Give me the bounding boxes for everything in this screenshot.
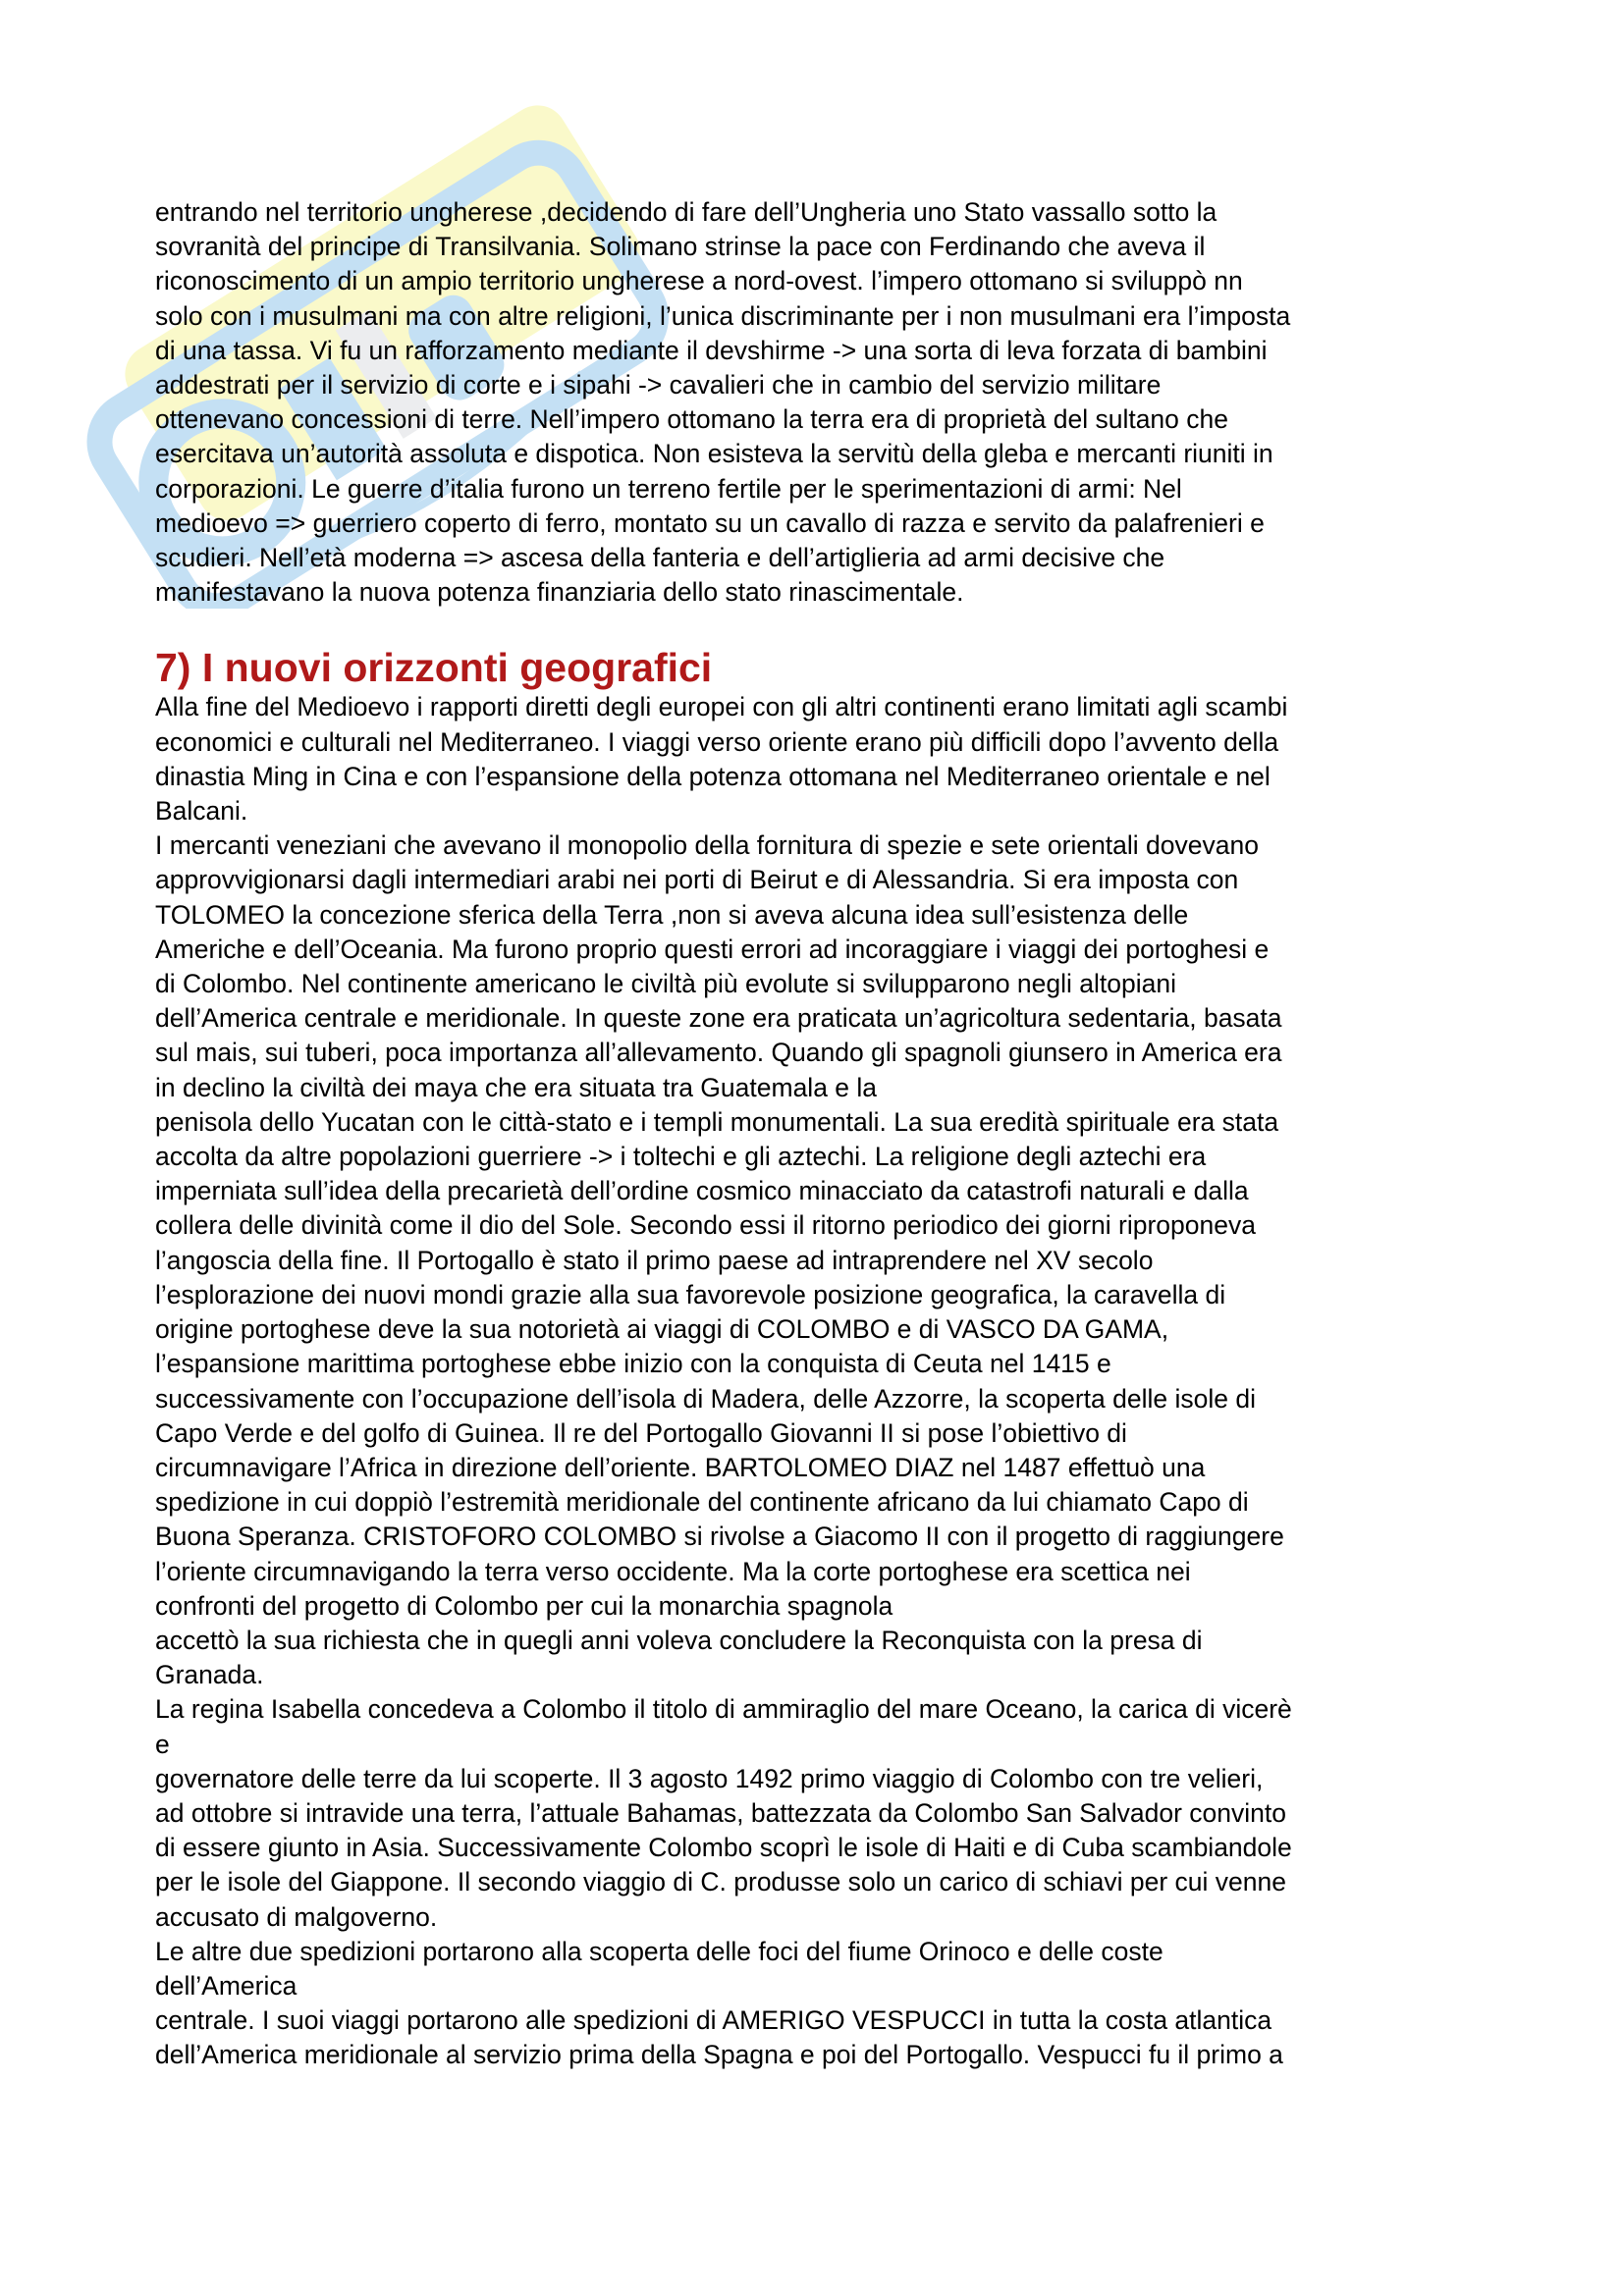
text-line: l’espansione marittima portoghese ebbe inizio con la conquista di Ceuta nel 1415 e [155, 1349, 1111, 1379]
text-line: entrando nel territorio ungherese ,decidendo di fare dell’Ungheria uno Stato vassallo sotto la [155, 197, 1217, 227]
text-line: successivamente con l’occupazione dell’isola di Madera, delle Azzorre, la scoperta delle isole di [155, 1383, 1256, 1414]
text-line: approvvigionarsi dagli intermediari arabi nei porti di Beirut e di Alessandria. Si era imposta con [155, 865, 1239, 895]
text-line: accolta da altre popolazioni guerriere -> i toltechi e gli aztechi. La religione degli aztechi era [155, 1142, 1207, 1172]
text-line: sovranità del principe di Transilvania. Solimano strinse la pace con Ferdinando che aveva il [155, 232, 1206, 262]
text-line: Buona Speranza. CRISTOFORO COLOMBO si rivolse a Giacomo II con il progetto di raggiungere [155, 1522, 1284, 1552]
text-line: in declino la civiltà dei maya che era situata tra Guatemala e la [155, 1072, 878, 1102]
text-line: addestrati per il servizio di corte e i sipahi -> cavalieri che in cambio del servizio militare [155, 370, 1162, 400]
text-line: TOLOMEO la concezione sferica della Terra ,non si aveva alcuna idea sull’esistenza delle [155, 899, 1189, 930]
text-line: accettò la sua richiesta che in quegli anni voleva concludere la Reconquista con la presa di [155, 1625, 1203, 1655]
intro-paragraph [155, 195, 1490, 610]
text-line: l’angoscia della fine. Il Portogallo è stato il primo paese ad intraprendere nel XV secolo [155, 1245, 1154, 1275]
text-line: Balcani. [155, 796, 248, 827]
text-line: esercitava un’autorità assoluta e dispotica. Non esisteva la servitù della gleba e mercanti riuniti in [155, 439, 1273, 469]
text-line: manifestavano la nuova potenza finanziaria dello stato rinascimentale. [155, 577, 964, 608]
document-body [155, 195, 1490, 2073]
text-line: di Colombo. Nel continente americano le civiltà più evolute si svilupparono negli altopiani [155, 969, 1176, 999]
text-line: imperniata sull’idea della precarietà dell’ordine cosmico minacciato da catastrofi naturali e dalla [155, 1176, 1249, 1206]
text-line: Americhe e dell’Oceania. Ma furono proprio questi errori ad incoraggiare i viaggi dei portoghesi e [155, 934, 1270, 964]
text-line: penisola dello Yucatan con le città-stato e i templi monumentali. La sua eredità spirituale era stata [155, 1106, 1279, 1137]
text-line: l’oriente circumnavigando la terra verso occidente. Ma la corte portoghese era scettica nei [155, 1556, 1191, 1586]
text-line: solo con i musulmani ma con altre religioni, l’unica discriminante per i non musulmani era l’imposta [155, 300, 1291, 331]
text-line: circumnavigare l’Africa in direzione dell’oriente. BARTOLOMEO DIAZ nel 1487 effettuò una [155, 1452, 1206, 1482]
text-line: dell’America meridionale al servizio prima della Spagna e poi del Portogallo. Vespucci fu il primo a [155, 2040, 1283, 2070]
text-line: l’esplorazione dei nuovi mondi grazie alla sua favorevole posizione geografica, la caravella di [155, 1279, 1226, 1309]
text-line: Alla fine del Medioevo i rapporti diretti degli europei con gli altri continenti erano limitati agli scambi [155, 692, 1288, 722]
text-line: confronti del progetto di Colombo per cui la monarchia spagnola [155, 1590, 893, 1621]
text-line: accusato di malgoverno. [155, 1901, 438, 1932]
text-line: corporazioni. Le guerre d’italia furono un terreno fertile per le sperimentazioni di armi: Nel [155, 473, 1182, 504]
text-line: di essere giunto in Asia. Successivamente Colombo scoprì le isole di Haiti e di Cuba scambiandole [155, 1833, 1292, 1863]
text-line: riconoscimento di un ampio territorio ungherese a nord-ovest. l’impero ottomano si sviluppò nn [155, 266, 1243, 296]
text-line: scudieri. Nell’età moderna => ascesa della fanteria e dell’artiglieria ad armi decisive che [155, 543, 1165, 573]
text-line: governatore delle terre da lui scoperte. Il 3 agosto 1492 primo viaggio di Colombo con tre velieri, [155, 1763, 1264, 1793]
section-paragraph [155, 690, 1490, 2072]
text-line: dell’America [155, 1970, 298, 2001]
text-line: collera delle divinità come il dio del Sole. Secondo essi il ritorno periodico dei giorni riproponeva [155, 1210, 1256, 1241]
text-line: e [155, 1729, 170, 1759]
text-line: sul mais, sui tuberi, poca importanza all’allevamento. Quando gli spagnoli giunsero in America era [155, 1038, 1282, 1068]
text-line: La regina Isabella concedeva a Colombo il titolo di ammiraglio del mare Oceano, la carica di vicerè [155, 1694, 1292, 1725]
text-line: origine portoghese deve la sua notorietà ai viaggi di COLOMBO e di VASCO DA GAMA, [155, 1314, 1169, 1345]
text-line: di una tassa. Vi fu un rafforzamento mediante il devshirme -> una sorta di leva forzata di bambini [155, 335, 1268, 365]
section-heading: 7) I nuovi orizzonti geografici [155, 645, 713, 691]
text-line: I mercanti veneziani che avevano il monopolio della fornitura di spezie e sete orientali dovevano [155, 830, 1259, 861]
text-line: Le altre due spedizioni portarono alla scoperta delle foci del fiume Orinoco e delle coste [155, 1936, 1163, 1966]
text-line: economici e culturali nel Mediterraneo. I viaggi verso oriente erano più difficili dopo l’avvento della [155, 726, 1279, 757]
text-line: centrale. I suoi viaggi portarono alle spedizioni di AMERIGO VESPUCCI in tutta la costa atlantica [155, 2005, 1272, 2036]
text-line: spedizione in cui doppiò l’estremità meridionale del continente africano da lui chiamato Capo di [155, 1487, 1249, 1518]
text-line: Granada. [155, 1660, 264, 1690]
text-line: ad ottobre si intravide una terra, l’attuale Bahamas, battezzata da Colombo San Salvador convinto [155, 1797, 1286, 1828]
text-line: per le isole del Giappone. Il secondo viaggio di C. produsse solo un carico di schiavi per cui venne [155, 1867, 1286, 1897]
text-line: Capo Verde e del golfo di Guinea. Il re del Portogallo Giovanni II si pose l’obiettivo di [155, 1417, 1127, 1448]
text-line: dell’America centrale e meridionale. In queste zone era praticata un’agricoltura sedentaria, basata [155, 1003, 1282, 1034]
text-line: dinastia Ming in Cina e con l’espansione della potenza ottomana nel Mediterraneo orientale e nel [155, 761, 1271, 791]
text-line: medioevo => guerriero coperto di ferro, montato su un cavallo di razza e servito da palafrenieri e [155, 507, 1265, 538]
text-line: ottenevano concessioni di terre. Nell’impero ottomano la terra era di proprietà del sultano che [155, 404, 1228, 435]
